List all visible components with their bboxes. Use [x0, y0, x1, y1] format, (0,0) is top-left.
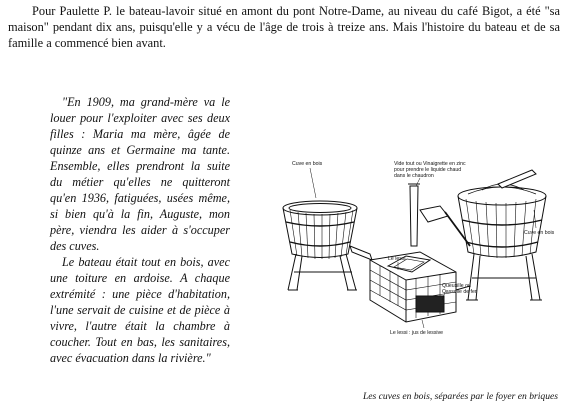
label-vide-1: Vide tout ou Vinaigrette en zinc: [394, 161, 466, 167]
label-vide-3: dans le chaudron: [394, 173, 434, 179]
label-lessi: Le lessi: [388, 256, 406, 262]
wash-tubs-illustration: [270, 150, 560, 380]
label-jus: Le lessi : jus de lessive: [390, 330, 444, 336]
label-cuve-left: Cuve en bois: [292, 161, 323, 167]
quote-paragraph-1: "En 1909, ma grand-mère va le louer pour l'exploiter avec ses deux filles : Maria ma mère, âgée de quinze ans et Germaine ma tante. Ensemble, elles prendront la suite du métier qu'elles ne quitteront qu'en 1936, fatiguées, usées même, si bien qu'à la fin, Auguste, mon père, viendra les aider à s'occuper des cuves.: [50, 95, 230, 253]
label-queue-2: Cassolle de fer: [442, 289, 477, 295]
illustration-drawing: [270, 150, 560, 380]
intro-text: Pour Paulette P. le bateau-lavoir situé en amont du pont Notre-Dame, au niveau du café Bigot, a été "sa maison" pendant dix ans, puisqu'elle y a vécu de l'âge de trois à treize ans. Mais l'histoire du bateau et de sa famille a commencé bien avant.: [8, 4, 560, 50]
figure-caption: Les cuves en bois, séparées par le foyer en briques: [362, 391, 558, 402]
label-cuve-right: Cuve en bois: [524, 230, 555, 236]
testimony-quote: [50, 94, 230, 366]
label-vide-2: pour prendre le liquide chaud: [394, 167, 462, 173]
intro-paragraph: [8, 3, 560, 51]
label-queue-1: Queusille ou: [442, 283, 471, 289]
left-tub: [283, 201, 372, 290]
quote-paragraph-2: Le bateau était tout en bois, avec une toiture en ardoise. A chaque extrémité : une pièce d'habitation, l'une servait de cuisine et de pièce à vivre, l'autre était la chambre à coucher. Tout en bas, les sanitaires, avec évacuation dans la rivière.": [50, 255, 230, 365]
